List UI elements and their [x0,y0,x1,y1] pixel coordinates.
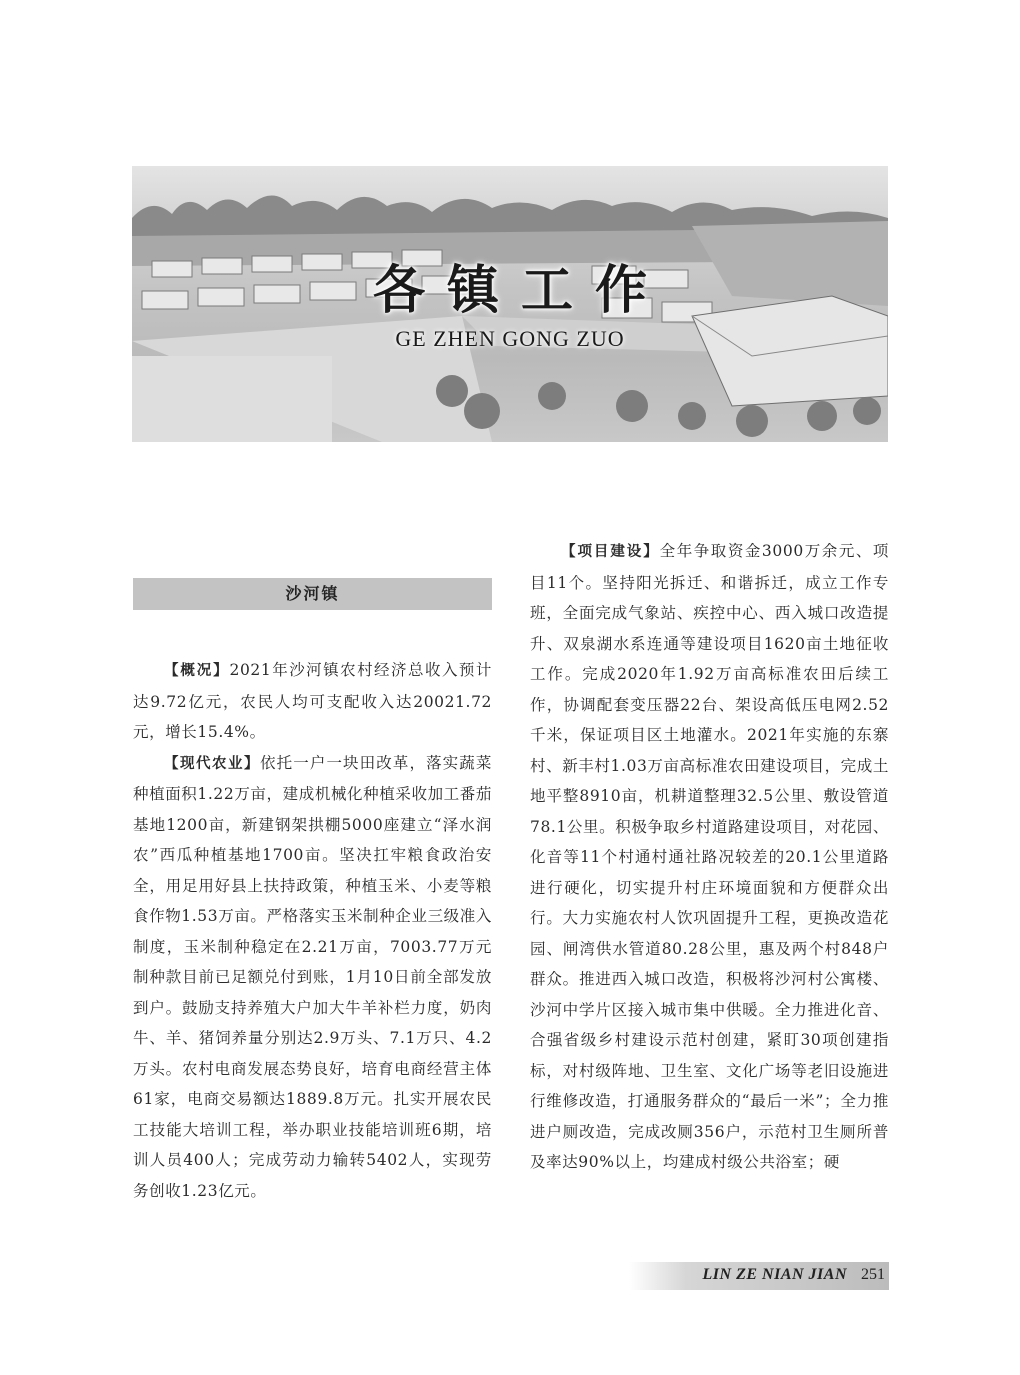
paragraph-text: 全年争取资金3000万余元、项目11个。坚持阳光拆迁、和谐拆迁，成立工作专班，全面完成气象站、疾控中心、西入城口改造提升、双泉湖水系连通等建设项目1620亩土地征收工作。完成2020年1.92万亩高标准农田后续工作，协调配套变压器22台、架设高低压电网2.52千米，保证项目区土地灌水。2021年实施的东寨村、新丰村1.03万亩高标准农田建设项目，完成土地平整8910亩，机耕道整理32.5公里、敷设管道78.1公里。积极争取乡村道路建设项目，对花园、化音等11个村通村通社路况较差的20.1公里道路进行硬化，切实提升村庄环境面貌和方便群众出行。大力实施农村人饮巩固提升工程，更换改造花园、闸湾供水管道80.28公里，惠及两个村848户群众。推进西入城口改造，积极将沙河村公寓楼、沙河中学片区接入城市集中供暖。全力推进化音、合强省级乡村建设示范村创建，紧盯30项创建指标，对村级阵地、卫生室、文化广场等老旧设施进行维修改造，打通服务群众的“最后一米”；全力推进户厕改造，完成改厕356户，示范村卫生厕所普及率达90%以上，均建成村级公共浴室；硬 [530,542,890,1171]
paragraph-label: 【现代农业】 [164,755,261,772]
paragraph-text: 依托一户一块田改革，落实蔬菜种植面积1.22万亩，建成机械化种植采收加工番茄基地1200亩，新建钢架拱棚5000座建立“泽水润农”西瓜种植基地1700亩。坚决扛牢粮食政治安全，用足用好县上扶持政策，种植玉米、小麦等粮食作物1.53万亩。严格落实玉米制种企业三级准入制度，玉米制种稳定在2.21万亩，7003.77万元制种款目前已足额兑付到账，1月10日前全部发放到户。鼓励支持养殖大户加大牛羊补栏力度，奶肉牛、羊、猪饲养量分别达2.9万头、7.1万只、4.2万头。农村电商发展态势良好，培育电商经营主体61家，电商交易额达1889.8万元。扎实开展农民工技能大培训工程，举办职业技能培训班6期，培训人员400人；完成劳动力输转5402人，实现劳务创收1.23亿元。 [133,753,492,1200]
header-banner [132,166,888,442]
paragraph-overview [133,655,492,748]
paragraph-label: 【项目建设】 [561,544,660,560]
page-footer [629,1262,889,1290]
paragraph-project-construction [530,536,889,1178]
paragraph-modern-agriculture [133,748,492,1207]
journal-name: LIN ZE NIAN JIAN [702,1266,847,1283]
left-column [133,655,492,1206]
page-title: 各镇工作 [372,261,669,321]
paragraph-label: 【概况】 [164,663,230,679]
paragraph-text: 2021年沙河镇农村经济总收入预计达9.72亿元，农民人均可支配收入达20021.72元，增长15.4%。 [133,661,492,741]
right-column [530,536,889,1178]
section-heading: 沙河镇 [133,578,492,610]
page-subtitle: GE ZHEN GONG ZUO [395,326,625,351]
page-number: 251 [861,1266,885,1283]
